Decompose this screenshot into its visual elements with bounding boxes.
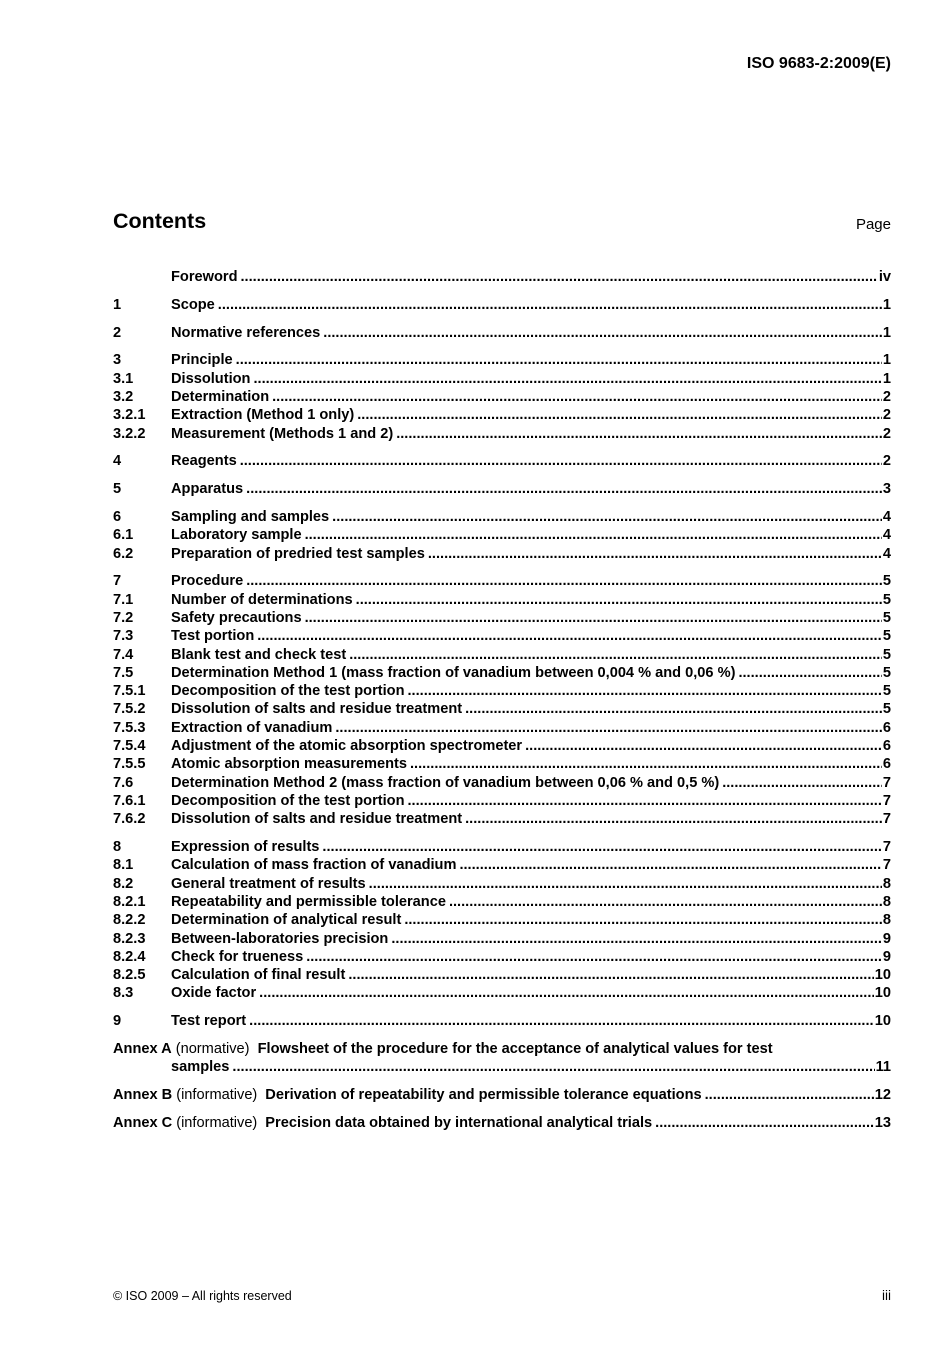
- toc-entry-page: 1: [882, 370, 891, 387]
- dot-leader: [655, 1114, 874, 1132]
- toc-entry-number: 9: [113, 1013, 122, 1030]
- toc-entry-page: 8: [882, 912, 891, 929]
- dot-leader: [391, 930, 882, 948]
- toc-entry-number: 8.2.5: [113, 967, 146, 984]
- toc-entry: [113, 351, 891, 369]
- toc-entry-number: 7.5.4: [113, 738, 146, 755]
- toc-entry-title: Laboratory sample: [171, 527, 302, 544]
- toc-entry: [113, 810, 891, 828]
- dot-leader: [348, 966, 873, 984]
- dot-leader: [335, 719, 882, 737]
- toc-entry-title: Foreword: [171, 269, 238, 285]
- toc-entry-number: 8.1: [113, 857, 134, 874]
- toc-entry-title: Procedure: [171, 573, 244, 590]
- toc-entry-title: Apparatus: [171, 481, 244, 498]
- dot-leader: [396, 425, 882, 443]
- toc-entry: [113, 984, 891, 1002]
- toc-entry: [113, 948, 891, 966]
- dot-leader: [408, 682, 882, 700]
- toc-entry-title: General treatment of results: [171, 875, 366, 892]
- toc-entry: [113, 1012, 891, 1030]
- toc-entry: [113, 646, 891, 664]
- toc-entry-title: Determination of analytical result: [171, 912, 402, 929]
- dot-leader: [323, 324, 882, 342]
- toc-entry-page: 2: [882, 388, 891, 405]
- toc-entry: [113, 591, 891, 609]
- toc-entry-title: Determination Method 2 (mass fraction of vanadium between 0,06 % and 0,5 %): [171, 774, 720, 791]
- toc-entry-page: 5: [882, 573, 891, 590]
- dot-leader: [257, 627, 882, 645]
- toc-entry: [113, 425, 891, 443]
- toc-entry-title: Dissolution of salts and residue treatment: [171, 701, 463, 718]
- toc-group: [113, 324, 891, 342]
- dot-leader: [240, 452, 882, 470]
- dot-leader: [408, 792, 882, 810]
- toc-entry-title: Oxide factor: [171, 985, 257, 1002]
- toc-entry-title: Determination Method 1 (mass fraction of vanadium between 0,004 % and 0,06 %): [171, 664, 736, 681]
- dot-leader: [449, 893, 882, 911]
- annex-qualifier: (informative): [176, 1087, 258, 1104]
- annex-qualifier: (normative): [175, 1040, 250, 1057]
- toc-entry-title: Calculation of mass fraction of vanadium: [171, 857, 457, 874]
- toc-entry: [113, 911, 891, 929]
- toc-entry-page: 8: [882, 893, 891, 910]
- toc-group: [113, 480, 891, 498]
- toc-entry-title: Calculation of final result: [171, 967, 346, 984]
- toc-entry: [113, 609, 891, 627]
- dot-leader: [218, 296, 882, 314]
- toc-entry-page: 7: [882, 811, 891, 828]
- toc-entry-number: 8.2.2: [113, 912, 146, 929]
- toc-entry-number: 8.2.1: [113, 893, 146, 910]
- toc-entry: [113, 930, 891, 948]
- dot-leader: [428, 545, 882, 563]
- document-id: ISO 9683-2:2009(E): [746, 55, 891, 72]
- toc-entry: [113, 388, 891, 406]
- page-title: Contents: [113, 209, 207, 233]
- dot-leader: [349, 646, 882, 664]
- copyright-notice: © ISO 2009 – All rights reserved: [113, 1289, 292, 1303]
- annex-label: Annex C: [113, 1114, 173, 1131]
- toc-entry-number: 7.1: [113, 591, 134, 608]
- toc-entry-page: 5: [882, 683, 891, 700]
- toc-entry-number: 7.2: [113, 609, 134, 626]
- toc-entry-number: 7.5.5: [113, 756, 146, 773]
- toc-entry-title: Decomposition of the test portion: [171, 792, 405, 809]
- toc-entry-page: 1: [882, 352, 891, 369]
- toc-entry-number: 7.5.1: [113, 683, 146, 700]
- dot-leader: [272, 388, 882, 406]
- dot-leader: [705, 1086, 874, 1104]
- toc-entry-title: Between-laboratories precision: [171, 930, 389, 947]
- dot-leader: [356, 591, 882, 609]
- dot-leader: [322, 838, 881, 856]
- toc-entry-number: 7.5.2: [113, 701, 146, 718]
- toc-entry: [113, 737, 891, 755]
- toc-entry-title: Extraction of vanadium: [171, 719, 333, 736]
- dot-leader: [240, 268, 877, 286]
- toc-entry-page: 4: [882, 527, 891, 544]
- toc-entry-title: Safety precautions: [171, 609, 302, 626]
- toc-entry: [113, 526, 891, 544]
- toc-entry-page: 5: [882, 591, 891, 608]
- annex-title: Derivation of repeatability and permissible tolerance equations: [265, 1087, 702, 1104]
- toc-entry-page: 7: [882, 839, 891, 856]
- annex-title-line: [113, 1058, 891, 1076]
- toc-entry: [113, 452, 891, 470]
- toc-entry: [113, 838, 891, 856]
- toc-entry-page: 8: [882, 875, 891, 892]
- toc-group: [113, 296, 891, 314]
- dot-leader: [459, 856, 881, 874]
- toc-entry-number: 3.2.2: [113, 425, 146, 442]
- toc-entry-number: 8.3: [113, 985, 134, 1002]
- toc-entry-number: 7.6.2: [113, 811, 146, 828]
- toc-entry-page: 9: [882, 930, 891, 947]
- toc-entry: [113, 370, 891, 388]
- toc-entry-page: 5: [882, 701, 891, 718]
- toc-entry: [113, 856, 891, 874]
- table-of-contents: [113, 268, 891, 1142]
- toc-entry-page: 4: [882, 545, 891, 562]
- dot-leader: [232, 1058, 874, 1076]
- toc-entry-number: 8.2.4: [113, 948, 146, 965]
- toc-entry-title: Repeatability and permissible tolerance: [171, 893, 446, 910]
- toc-entry-title: Reagents: [171, 453, 237, 470]
- toc-entry-number: 6.2: [113, 545, 134, 562]
- toc-entry: [113, 406, 891, 424]
- toc-entry-page: 1: [882, 296, 891, 313]
- toc-entry: [113, 792, 891, 810]
- dot-leader: [236, 351, 882, 369]
- toc-entry-page: 2: [882, 453, 891, 470]
- toc-entry-number: 7: [113, 573, 122, 590]
- toc-entry-title: Test report: [171, 1013, 247, 1030]
- toc-entry-page: 2: [882, 425, 891, 442]
- toc-entry-title: Decomposition of the test portion: [171, 683, 405, 700]
- page-number: iii: [882, 1288, 891, 1303]
- toc-entry-page: 10: [874, 1013, 891, 1030]
- annex-page: 11: [875, 1059, 891, 1076]
- toc-entry: [113, 627, 891, 645]
- toc-entry: [113, 480, 891, 498]
- dot-leader: [306, 948, 882, 966]
- annex-entry: [113, 1114, 891, 1132]
- toc-entry: [113, 268, 891, 286]
- toc-entry-number: 7.6.1: [113, 792, 146, 809]
- toc-entry-title: Normative references: [171, 324, 321, 341]
- toc-entry: [113, 700, 891, 718]
- toc-entry-number: 6.1: [113, 527, 134, 544]
- annex-title-line: [113, 1114, 891, 1132]
- toc-entry: [113, 966, 891, 984]
- toc-group: [113, 351, 891, 442]
- toc-entry-number: 6: [113, 508, 122, 525]
- toc-entry-title: Scope: [171, 296, 215, 313]
- toc-entry-page: 6: [882, 756, 891, 773]
- annex-title-line: [113, 1040, 891, 1058]
- toc-entry-number: 8: [113, 839, 122, 856]
- toc-entry-title: Preparation of predried test samples: [171, 545, 425, 562]
- dot-leader: [410, 755, 882, 773]
- dot-leader: [249, 1012, 874, 1030]
- toc-entry-page: 1: [882, 324, 891, 341]
- annex-page: 13: [874, 1114, 891, 1131]
- toc-entry-number: 8.2: [113, 875, 134, 892]
- toc-entry: [113, 893, 891, 911]
- toc-entry: [113, 682, 891, 700]
- annex-entry: [113, 1086, 891, 1104]
- dot-leader: [305, 526, 882, 544]
- toc-entry: [113, 296, 891, 314]
- dot-leader: [404, 911, 882, 929]
- toc-entry-page: 6: [882, 719, 891, 736]
- toc-entry: [113, 755, 891, 773]
- toc-entry-number: 3: [113, 352, 122, 369]
- toc-entry-page: 5: [882, 646, 891, 663]
- dot-leader: [259, 984, 874, 1002]
- annex-title: Flowsheet of the procedure for the acceptance of analytical values for test: [257, 1040, 773, 1057]
- annex-title-line: [113, 1086, 891, 1104]
- toc-entry-number: 8.2.3: [113, 930, 146, 947]
- toc-entry-page: iv: [878, 269, 891, 285]
- toc-entry: [113, 664, 891, 682]
- toc-entry-title: Number of determinations: [171, 591, 353, 608]
- toc-entry-title: Check for trueness: [171, 948, 304, 965]
- toc-entry-page: 9: [882, 948, 891, 965]
- toc-entry-title: Sampling and samples: [171, 508, 330, 525]
- dot-leader: [525, 737, 882, 755]
- dot-leader: [246, 572, 882, 590]
- toc-entry-page: 7: [882, 774, 891, 791]
- toc-entry-title: Determination: [171, 388, 270, 405]
- toc-group: [113, 572, 891, 828]
- dot-leader: [332, 508, 882, 526]
- toc-entry-title: Expression of results: [171, 839, 320, 856]
- toc-entry-number: 7.5: [113, 664, 134, 681]
- toc-entry-number: 5: [113, 481, 122, 498]
- toc-group: [113, 268, 891, 286]
- annex-entry: [113, 1040, 891, 1077]
- toc-entry-number: 3.2.1: [113, 407, 146, 424]
- toc-entry-page: 2: [882, 407, 891, 424]
- toc-entry-number: 2: [113, 324, 122, 341]
- toc-entry: [113, 572, 891, 590]
- toc-entry-title: Adjustment of the atomic absorption spectrometer: [171, 738, 523, 755]
- dot-leader: [253, 370, 881, 388]
- toc-entry-page: 5: [882, 664, 891, 681]
- toc-entry-title: Extraction (Method 1 only): [171, 407, 355, 424]
- annex-page: 12: [874, 1087, 891, 1104]
- toc-entry-title: Dissolution of salts and residue treatment: [171, 811, 463, 828]
- toc-entry-number: 7.6: [113, 774, 134, 791]
- toc-entry: [113, 545, 891, 563]
- toc-entry-title: Measurement (Methods 1 and 2): [171, 425, 394, 442]
- annex-label: Annex B: [113, 1087, 173, 1104]
- toc-entry-page: 5: [882, 609, 891, 626]
- toc-entry-page: 6: [882, 738, 891, 755]
- dot-leader: [465, 700, 882, 718]
- toc-group: [113, 1012, 891, 1030]
- toc-entry-number: 7.5.3: [113, 719, 146, 736]
- toc-entry-page: 10: [874, 967, 891, 984]
- dot-leader: [722, 774, 882, 792]
- dot-leader: [357, 406, 882, 424]
- toc-entry-number: 7.4: [113, 646, 134, 663]
- annex-qualifier: (informative): [176, 1114, 258, 1131]
- toc-entry-title: Atomic absorption measurements: [171, 756, 407, 773]
- dot-leader: [465, 810, 882, 828]
- toc-entry-page: 10: [874, 985, 891, 1002]
- annex-title-continuation: samples: [171, 1059, 230, 1076]
- dot-leader: [246, 480, 882, 498]
- toc-entry-number: 7.3: [113, 628, 134, 645]
- toc-entry-page: 4: [882, 508, 891, 525]
- toc-entry: [113, 508, 891, 526]
- toc-entry: [113, 774, 891, 792]
- toc-entry-number: 3.2: [113, 388, 134, 405]
- toc-group: [113, 452, 891, 470]
- toc-entry-number: 1: [113, 296, 122, 313]
- dot-leader: [738, 664, 881, 682]
- toc-entry-title: Test portion: [171, 628, 255, 645]
- toc-entry-title: Principle: [171, 352, 233, 369]
- annex-label: Annex A: [113, 1040, 172, 1057]
- toc-group: [113, 838, 891, 1003]
- toc-entry-page: 3: [882, 481, 891, 498]
- toc-entry-page: 7: [882, 792, 891, 809]
- toc-entry-number: 4: [113, 453, 122, 470]
- toc-entry: [113, 875, 891, 893]
- toc-entry: [113, 719, 891, 737]
- annex-title: Precision data obtained by international analytical trials: [265, 1114, 653, 1131]
- dot-leader: [369, 875, 882, 893]
- toc-entry-page: 5: [882, 628, 891, 645]
- dot-leader: [305, 609, 882, 627]
- toc-entry-page: 7: [882, 857, 891, 874]
- toc-entry-number: 3.1: [113, 370, 134, 387]
- toc-group: [113, 508, 891, 563]
- toc-entry: [113, 324, 891, 342]
- toc-entry-title: Dissolution: [171, 370, 251, 387]
- toc-entry-title: Blank test and check test: [171, 646, 347, 663]
- page-column-label: Page: [855, 216, 891, 233]
